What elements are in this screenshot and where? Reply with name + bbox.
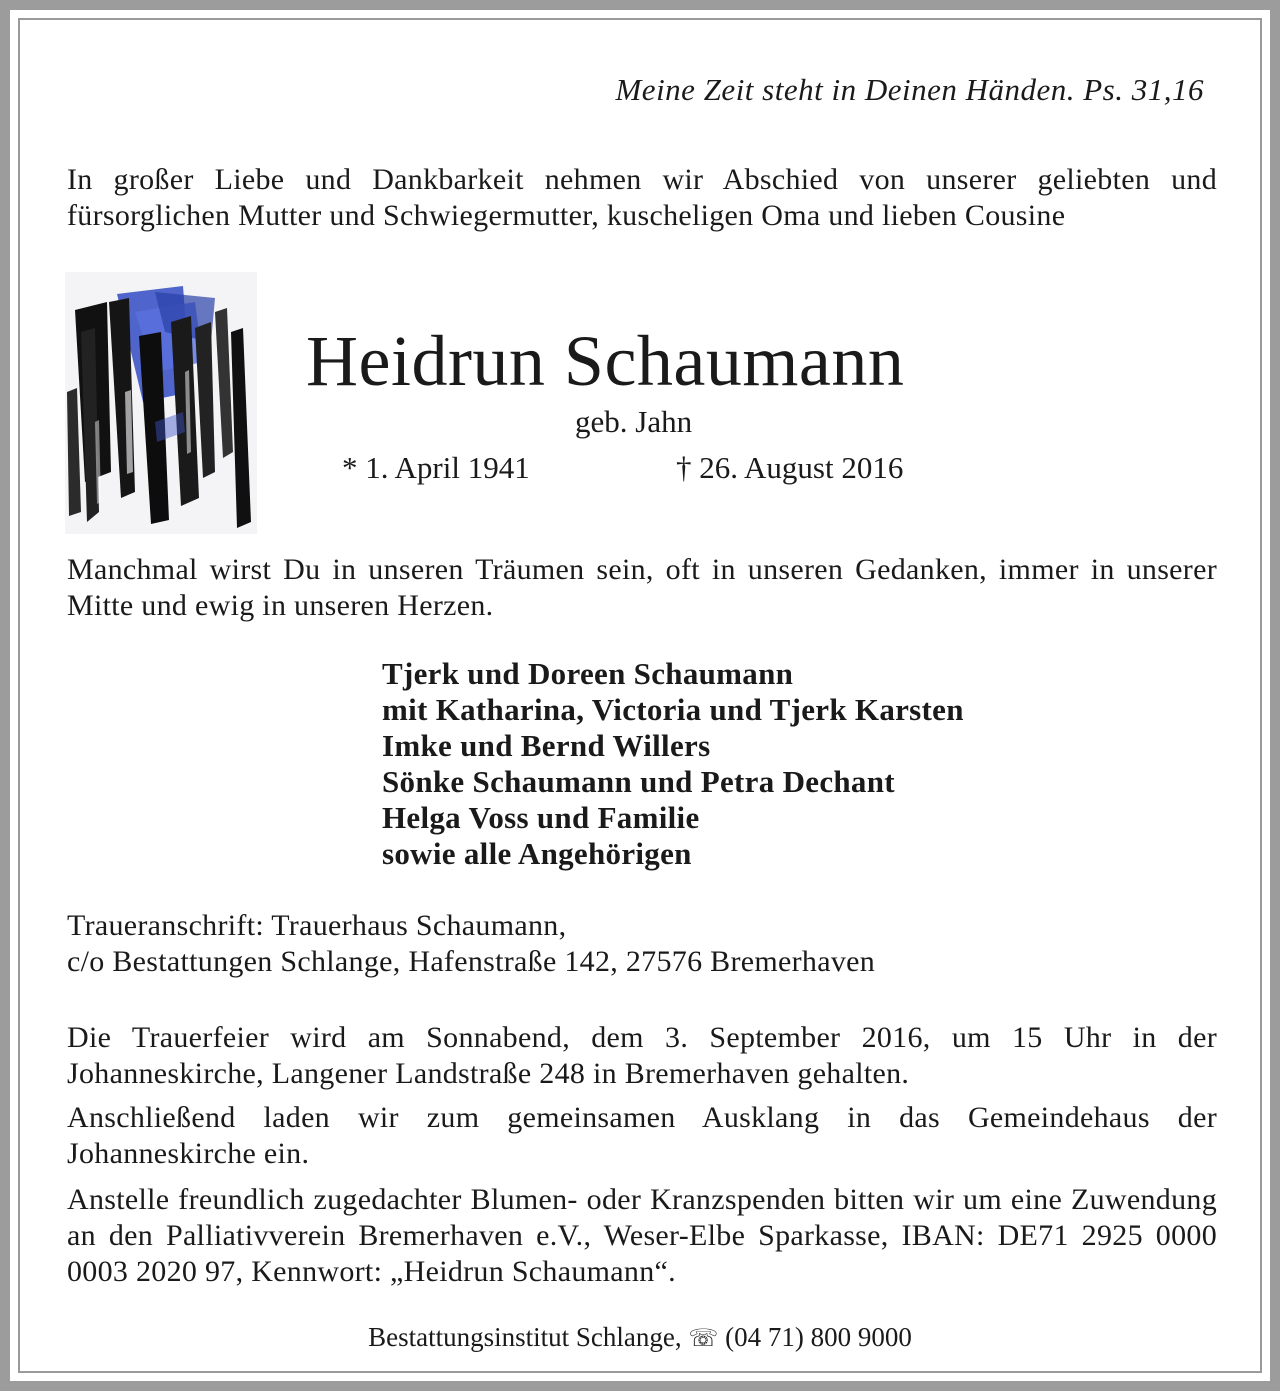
obituary-frame <box>10 10 1270 1381</box>
birth-date: * 1. April 1941 <box>342 450 530 485</box>
mourning-address <box>67 908 875 980</box>
funeral-home-footer <box>20 1322 1260 1353</box>
mourner-line: Sönke Schaumann und Petra Dechant <box>382 764 895 799</box>
deceased-name: Heidrun Schaumann <box>306 321 905 401</box>
address-line-1: Traueranschrift: Trauerhaus Schaumann, <box>67 909 567 942</box>
abstract-artwork-image <box>65 272 257 534</box>
funeral-home-name: Bestattungsinstitut Schlange, <box>368 1322 682 1352</box>
mourners-list <box>382 656 964 872</box>
obituary-border <box>18 18 1262 1373</box>
intro-paragraph: In großer Liebe und Dankbarkeit nehmen wir Abschied von unserer geliebten und fürsorglichen Mutter und Schwiegermutter, kuscheligen Oma und lieben Cousine <box>67 163 1217 232</box>
mourner-line: sowie alle Angehörigen <box>382 836 692 871</box>
gathering-paragraph: Anschließend laden wir zum gemeinsamen Ausklang in das Gemeindehaus der Johanneskirche ein. <box>67 1101 1217 1170</box>
mourner-line: Helga Voss und Familie <box>382 800 700 835</box>
artwork-drawing <box>65 272 257 534</box>
donation-paragraph: Anstelle freundlich zugedachter Blumen- oder Kranzspenden bitten wir um eine Zuwendung an den Palliativverein Bremerhaven e.V., Weser-Elbe Sparkasse, IBAN: DE71 2925 0000 0003 2020 97, Kennwort: „Heidrun Schaumann“. <box>67 1183 1217 1288</box>
bible-verse: Meine Zeit steht in Deinen Händen. Ps. 31,16 <box>615 72 1204 107</box>
address-line-2: c/o Bestattungen Schlange, Hafenstraße 142, 27576 Bremerhaven <box>67 945 876 978</box>
death-date: † 26. August 2016 <box>676 450 904 485</box>
funeral-home-phone: (04 71) 800 9000 <box>725 1322 912 1352</box>
telephone-icon: ☏ <box>688 1324 719 1352</box>
mourner-line: Tjerk und Doreen Schaumann <box>382 656 794 691</box>
mourner-line: Imke und Bernd Willers <box>382 728 711 763</box>
maiden-name: geb. Jahn <box>575 404 693 439</box>
remembrance-paragraph: Manchmal wirst Du in unseren Träumen sein, oft in unseren Gedanken, immer in unserer Mitte und ewig in unseren Herzen. <box>67 553 1217 622</box>
mourner-line: mit Katharina, Victoria und Tjerk Karsten <box>382 692 964 727</box>
ceremony-paragraph: Die Trauerfeier wird am Sonnabend, dem 3. September 2016, um 15 Uhr in der Johanneskirche, Langener Landstraße 248 in Bremerhaven gehalten. <box>67 1021 1217 1090</box>
